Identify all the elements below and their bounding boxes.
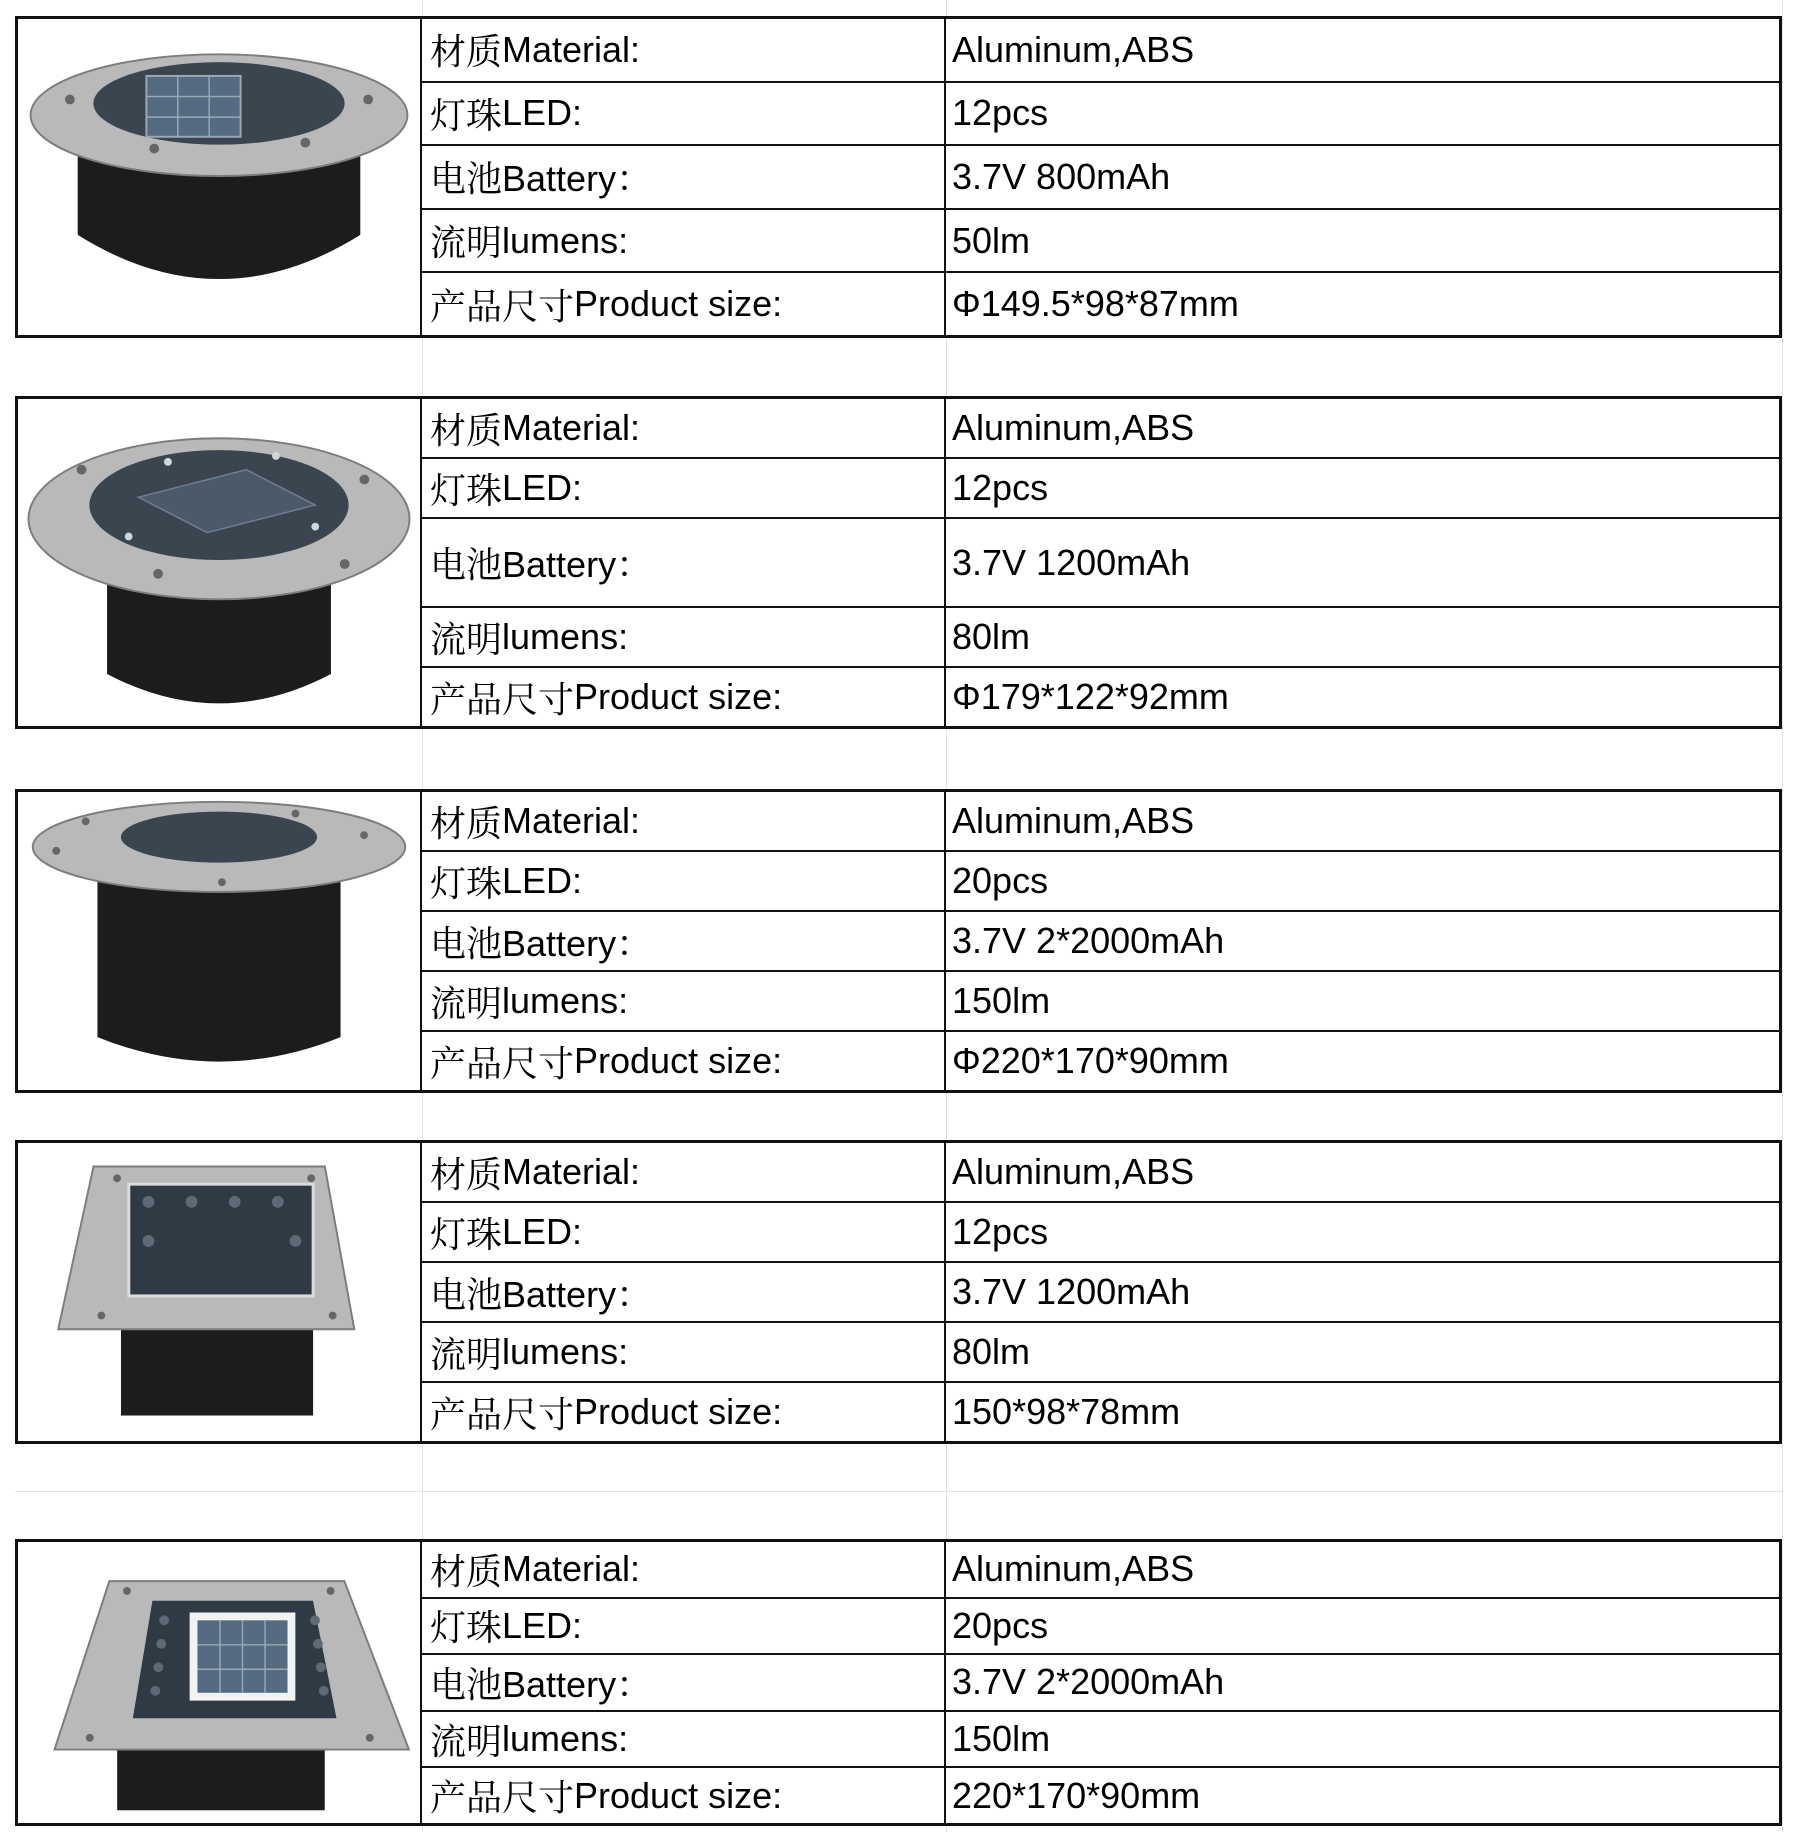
spec-row-material [422,19,1779,83]
spec-row-led [422,1599,1779,1656]
spec-value: 50lm [952,219,1031,261]
spec-row-battery [422,146,1779,210]
gridline-row-spacer [15,1491,1782,1492]
spec-row-size [422,273,1779,335]
product-image-3 [18,792,422,1090]
spec-value: 150lm [952,1718,1051,1760]
product-block-3 [15,789,1782,1093]
spec-value: 3.7V 1200mAh [952,1271,1191,1312]
spec-value: 150*98*78mm [952,1391,1181,1432]
product-block-5 [15,1539,1782,1826]
spec-value: 20pcs [952,860,1049,901]
spec-value: 220*170*90mm [952,1774,1201,1816]
round-solar-inground-light-icon [18,399,420,726]
round-solar-inground-light-icon [18,792,420,1090]
spec-value: 150lm [952,980,1051,1021]
spec-row-battery [422,912,1779,972]
spec-value: 12pcs [952,92,1049,134]
spec-row-size [422,668,1779,726]
spec-value: Φ220*170*90mm [952,1040,1229,1081]
spec-value: 80lm [952,616,1031,657]
square-solar-inground-light-icon [18,1542,420,1823]
spec-row-led [422,1203,1779,1263]
spec-row-lumens [422,608,1779,668]
spec-label: 灯珠 LED: [422,459,946,517]
spec-label: 材质 Material: [422,792,946,850]
spec-label: 电池 Battery： [422,1263,946,1321]
product-image-2 [18,399,422,726]
spec-value: Aluminum,ABS [952,800,1195,841]
spec-row-led [422,459,1779,519]
spec-table-4 [422,1143,1779,1441]
spec-row-lumens [422,210,1779,274]
spec-label: 流明 lumens: [422,210,946,272]
round-solar-inground-light-icon [18,19,420,335]
spec-value: 20pcs [952,1604,1049,1646]
spec-row-material [422,792,1779,852]
spec-table-5 [422,1542,1779,1823]
spec-value: 12pcs [952,1211,1049,1252]
spec-table-2 [422,399,1779,726]
spec-label: 产品尺寸 Product size: [422,668,946,726]
spec-label: 流明 lumens: [422,608,946,666]
spec-label: 材质 Material: [422,19,946,81]
spec-label: 灯珠 LED: [422,1203,946,1261]
spec-label: 灯珠 LED: [422,1599,946,1654]
spec-row-size [422,1383,1779,1441]
spec-label: 产品尺寸 Product size: [422,1768,946,1823]
spec-label: 材质 Material: [422,1542,946,1597]
spec-label: 流明 lumens: [422,972,946,1030]
spec-label: 材质 Material: [422,399,946,457]
spec-table-3 [422,792,1779,1090]
spec-value: 3.7V 800mAh [952,155,1171,197]
spec-label: 电池 Battery： [422,912,946,970]
product-block-2 [15,396,1782,729]
square-solar-inground-light-icon [18,1143,420,1441]
spec-value: Aluminum,ABS [952,407,1195,448]
spec-value: 80lm [952,1331,1031,1372]
spec-row-lumens [422,1712,1779,1769]
spec-row-lumens [422,1323,1779,1383]
spec-label: 产品尺寸 Product size: [422,1383,946,1441]
spec-value: 3.7V 2*2000mAh [952,920,1225,961]
spec-row-battery [422,1655,1779,1712]
spec-label: 产品尺寸 Product size: [422,1032,946,1090]
spec-row-led [422,83,1779,147]
spec-table-1 [422,19,1779,335]
product-image-5 [18,1542,422,1823]
gridline-col-3 [1782,0,1783,1832]
spec-value: Aluminum,ABS [952,1548,1195,1590]
spec-row-led [422,852,1779,912]
spec-row-battery [422,1263,1779,1323]
spec-row-size [422,1032,1779,1090]
product-image-4 [18,1143,422,1441]
spec-row-size [422,1768,1779,1823]
spec-row-battery [422,519,1779,608]
spec-label: 流明 lumens: [422,1712,946,1767]
spec-value: 3.7V 1200mAh [952,541,1191,583]
spec-label: 材质 Material: [422,1143,946,1201]
spec-value: Φ179*122*92mm [952,676,1229,717]
spec-label: 产品尺寸 Product size: [422,273,946,335]
spec-label: 流明 lumens: [422,1323,946,1381]
spec-row-material [422,399,1779,459]
spec-value: Φ149.5*98*87mm [952,283,1239,325]
spec-label: 电池 Battery： [422,1655,946,1710]
spec-row-lumens [422,972,1779,1032]
spec-label: 灯珠 LED: [422,852,946,910]
spec-label: 电池 Battery： [422,519,946,606]
product-block-4 [15,1140,1782,1444]
spec-value: Aluminum,ABS [952,1151,1195,1192]
spec-value: 3.7V 2*2000mAh [952,1661,1225,1703]
spec-row-material [422,1542,1779,1599]
product-block-1 [15,16,1782,338]
spec-value: Aluminum,ABS [952,28,1195,70]
spec-label: 灯珠 LED: [422,83,946,145]
spec-label: 电池 Battery： [422,146,946,208]
product-image-1 [18,19,422,335]
spec-value: 12pcs [952,467,1049,508]
spec-row-material [422,1143,1779,1203]
